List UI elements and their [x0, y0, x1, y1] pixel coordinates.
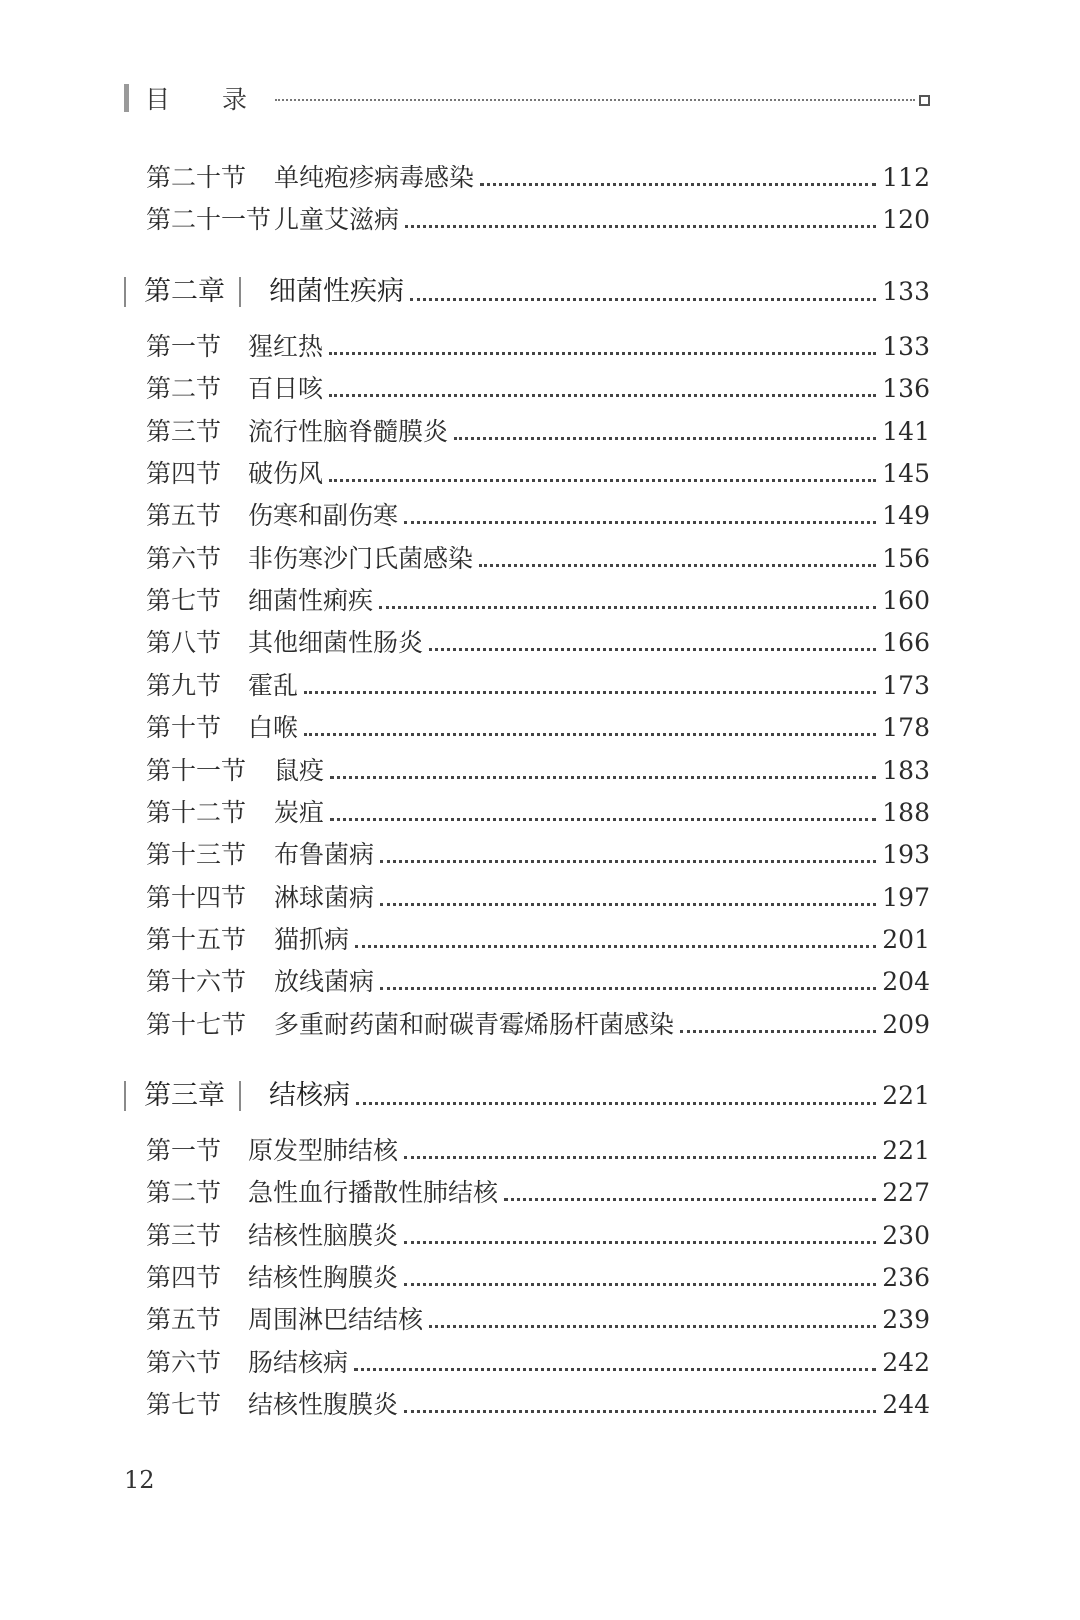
section-page-number: 183 — [882, 756, 930, 785]
section-number: 第二十一节 — [146, 205, 272, 234]
section-page-number: 173 — [882, 671, 930, 700]
header-accent-bar — [124, 84, 129, 112]
section-number: 第六节 — [146, 544, 222, 573]
toc-entry[interactable] — [146, 835, 930, 875]
leader-dots — [356, 1102, 876, 1105]
section-number: 第五节 — [146, 501, 222, 530]
section-page-number: 242 — [882, 1348, 930, 1377]
toc-entry[interactable] — [146, 1005, 930, 1045]
chapter-left-bar — [124, 1081, 126, 1111]
section-title: 非伤寒沙门氏菌感染 — [248, 544, 474, 573]
toc-entry[interactable] — [146, 1173, 930, 1213]
section-title: 流行性脑脊髓膜炎 — [248, 417, 449, 446]
section-page-number: 201 — [882, 925, 930, 954]
toc-entry[interactable] — [146, 412, 930, 452]
section-number: 第一节 — [146, 332, 222, 361]
page-number: 12 — [124, 1466, 155, 1494]
section-page-number: 239 — [882, 1305, 930, 1334]
section-title: 放线菌病 — [274, 967, 375, 996]
section-number: 第九节 — [146, 671, 222, 700]
leader-dots — [479, 564, 876, 567]
section-title: 单纯疱疹病毒感染 — [274, 163, 475, 192]
toc-entry[interactable] — [146, 1300, 930, 1340]
section-title: 原发型肺结核 — [248, 1136, 399, 1165]
section-page-number: 156 — [882, 544, 930, 573]
toc-entry[interactable] — [146, 158, 930, 198]
toc-entry[interactable] — [146, 962, 930, 1002]
header-square-icon — [919, 95, 930, 106]
toc-entry[interactable] — [146, 708, 930, 748]
section-title: 百日咳 — [248, 374, 324, 403]
section-page-number: 221 — [882, 1136, 930, 1165]
section-page-number: 133 — [882, 332, 930, 361]
section-title: 结核性胸膜炎 — [248, 1263, 399, 1292]
chapter-number: 第三章 — [144, 1080, 225, 1111]
section-page-number: 204 — [882, 967, 930, 996]
section-title: 儿童艾滋病 — [274, 205, 400, 234]
leader-dots — [404, 1241, 876, 1244]
chapter-number: 第二章 — [144, 276, 225, 307]
section-title: 结核性腹膜炎 — [248, 1390, 399, 1419]
section-page-number: 166 — [882, 628, 930, 657]
leader-dots — [504, 1198, 876, 1201]
toc-entry[interactable] — [146, 1131, 930, 1171]
section-page-number: 120 — [882, 205, 930, 234]
chapter-title: 结核病 — [269, 1080, 350, 1111]
section-title: 淋球菌病 — [274, 883, 375, 912]
section-page-number: 149 — [882, 501, 930, 530]
leader-dots — [329, 394, 876, 397]
toc-entry[interactable] — [146, 327, 930, 367]
section-title: 细菌性痢疾 — [248, 586, 374, 615]
toc-entry[interactable] — [146, 454, 930, 494]
section-number: 第十一节 — [146, 756, 247, 785]
leader-dots — [680, 1030, 876, 1033]
section-number: 第八节 — [146, 628, 222, 657]
section-title: 炭疽 — [274, 798, 325, 827]
section-number: 第二节 — [146, 1178, 222, 1207]
section-page-number: 244 — [882, 1390, 930, 1419]
section-title: 猫抓病 — [274, 925, 350, 954]
section-title: 结核性脑膜炎 — [248, 1221, 399, 1250]
section-page-number: 160 — [882, 586, 930, 615]
section-page-number: 197 — [882, 883, 930, 912]
toc-entry[interactable] — [146, 539, 930, 579]
section-number: 第十三节 — [146, 840, 247, 869]
section-number: 第七节 — [146, 586, 222, 615]
leader-dots — [429, 648, 876, 651]
section-title: 多重耐药菌和耐碳青霉烯肠杆菌感染 — [274, 1010, 675, 1039]
leader-dots — [380, 987, 876, 990]
section-title: 鼠疫 — [274, 756, 325, 785]
toc-entry[interactable] — [146, 1385, 930, 1425]
section-number: 第十七节 — [146, 1010, 247, 1039]
chapter-divider-bar — [239, 1081, 241, 1111]
leader-dots — [454, 437, 876, 440]
leader-dots — [329, 479, 876, 482]
chapter-left-bar — [124, 277, 126, 307]
section-title: 伤寒和副伤寒 — [248, 501, 399, 530]
section-number: 第六节 — [146, 1348, 222, 1377]
toc-entry[interactable] — [146, 1258, 930, 1298]
section-title: 周围淋巴结结核 — [248, 1305, 424, 1334]
section-page-number: 230 — [882, 1221, 930, 1250]
toc-entry[interactable] — [146, 666, 930, 706]
chapter-page-number: 133 — [882, 277, 930, 306]
chapter-divider-bar — [239, 277, 241, 307]
leader-dots — [480, 183, 876, 186]
leader-dots — [304, 733, 876, 736]
leader-dots — [329, 352, 876, 355]
toc-entry[interactable] — [146, 581, 930, 621]
leader-dots — [330, 818, 876, 821]
leader-dots — [404, 1156, 876, 1159]
chapter-heading[interactable] — [124, 270, 930, 314]
section-number: 第十二节 — [146, 798, 247, 827]
section-page-number: 178 — [882, 713, 930, 742]
section-title: 其他细菌性肠炎 — [248, 628, 424, 657]
section-page-number: 193 — [882, 840, 930, 869]
header-title: 目 录 — [145, 85, 269, 114]
leader-dots — [380, 860, 876, 863]
section-title: 猩红热 — [248, 332, 324, 361]
section-title: 肠结核病 — [248, 1348, 349, 1377]
leader-dots — [380, 903, 876, 906]
toc-entry[interactable] — [146, 920, 930, 960]
section-page-number: 112 — [882, 163, 930, 192]
section-page-number: 145 — [882, 459, 930, 488]
leader-dots — [404, 1283, 876, 1286]
toc-entry[interactable] — [146, 1216, 930, 1256]
leader-dots — [404, 1410, 876, 1413]
toc-entry[interactable] — [146, 1343, 930, 1383]
header-dotted-rule — [275, 99, 915, 101]
section-page-number: 141 — [882, 417, 930, 446]
chapter-page-number: 221 — [882, 1081, 930, 1110]
toc-entry[interactable] — [146, 878, 930, 918]
section-number: 第二十节 — [146, 163, 247, 192]
section-number: 第十五节 — [146, 925, 247, 954]
leader-dots — [355, 945, 876, 948]
toc-entry[interactable] — [146, 369, 930, 409]
leader-dots — [405, 225, 876, 228]
section-number: 第十节 — [146, 713, 222, 742]
leader-dots — [354, 1368, 876, 1371]
leader-dots — [429, 1325, 876, 1328]
toc-entry[interactable] — [146, 793, 930, 833]
section-title: 破伤风 — [248, 459, 324, 488]
chapter-title: 细菌性疾病 — [269, 276, 404, 307]
section-number: 第十六节 — [146, 967, 247, 996]
toc-entry[interactable] — [146, 751, 930, 791]
section-number: 第七节 — [146, 1390, 222, 1419]
section-number: 第五节 — [146, 1305, 222, 1334]
toc-entry[interactable] — [146, 200, 930, 240]
leader-dots — [404, 521, 876, 524]
toc-entry[interactable] — [146, 496, 930, 536]
section-number: 第二节 — [146, 374, 222, 403]
section-number: 第四节 — [146, 1263, 222, 1292]
section-title: 白喉 — [248, 713, 299, 742]
section-number: 第三节 — [146, 417, 222, 446]
section-number: 第四节 — [146, 459, 222, 488]
leader-dots — [410, 298, 876, 301]
leader-dots — [304, 691, 876, 694]
section-title: 布鲁菌病 — [274, 840, 375, 869]
section-page-number: 188 — [882, 798, 930, 827]
running-header — [124, 78, 930, 118]
leader-dots — [330, 776, 876, 779]
section-page-number: 136 — [882, 374, 930, 403]
section-title: 急性血行播散性肺结核 — [248, 1178, 499, 1207]
section-title: 霍乱 — [248, 671, 299, 700]
chapter-heading[interactable] — [124, 1074, 930, 1118]
section-page-number: 236 — [882, 1263, 930, 1292]
leader-dots — [379, 606, 876, 609]
section-number: 第三节 — [146, 1221, 222, 1250]
section-number: 第一节 — [146, 1136, 222, 1165]
section-number: 第十四节 — [146, 883, 247, 912]
section-page-number: 227 — [882, 1178, 930, 1207]
section-page-number: 209 — [882, 1010, 930, 1039]
toc-entry[interactable] — [146, 623, 930, 663]
